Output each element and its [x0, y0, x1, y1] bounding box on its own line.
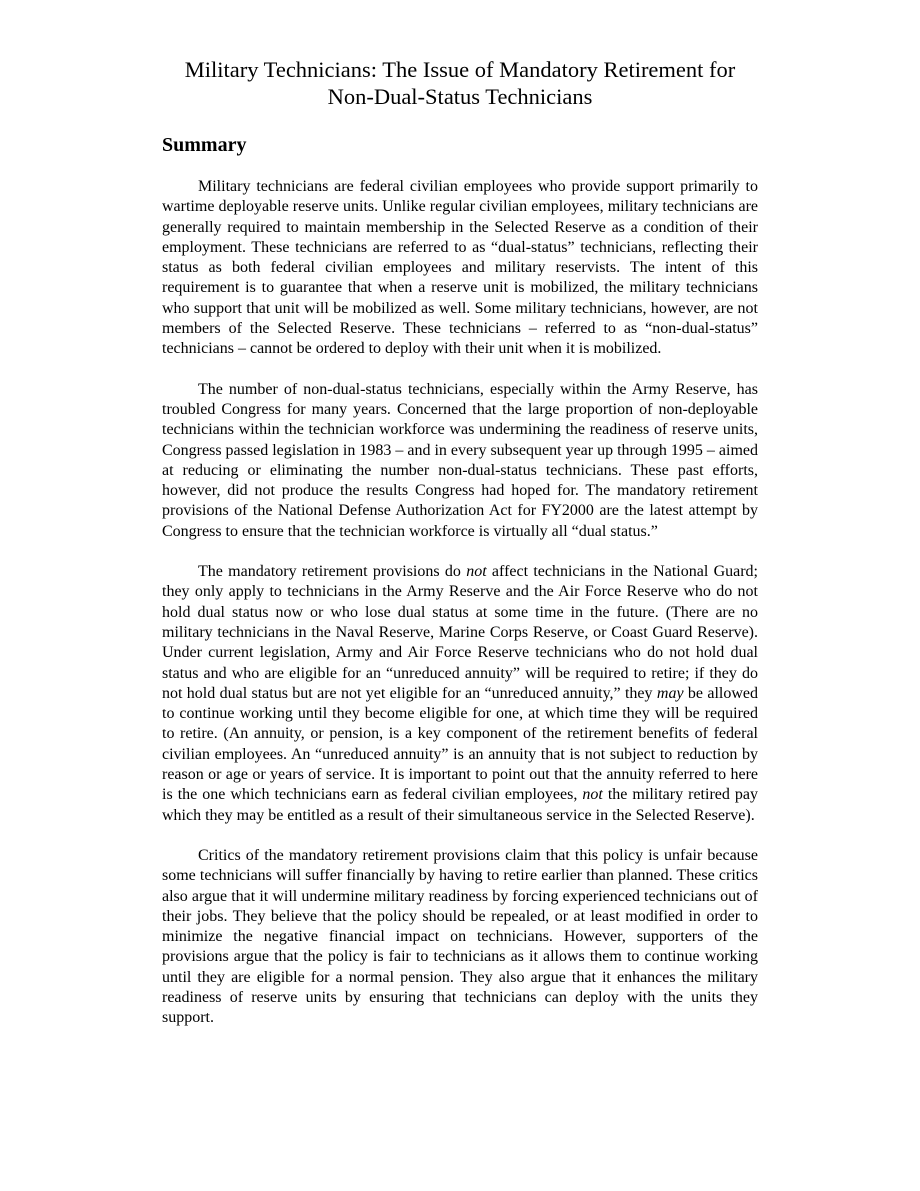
document-page [162, 56, 758, 1029]
paragraph-3-seg-4: the military retired pay which they may be entitled as a result of their simultaneous service in the Selected Reserve). [162, 786, 759, 824]
paragraph-3-emphasis-1: not [466, 563, 487, 581]
paragraph-3-seg-1: The mandatory retirement provisions do [198, 563, 467, 581]
paragraph-3-emphasis-3: not [582, 786, 603, 804]
paragraph-1: Military technicians are federal civilian employees who provide support primarily to wartime deployable reserve units. Unlike regular civilian employees, military technicians are generally required to maintain membership in the Selected Reserve as a condition of their employment. These technicians are referred to as “dual-status” technicians, reflecting their status as both federal civilian employees and military reservists. The intent of this requirement is to guarantee that when a reserve unit is mobilized, the military technicians who support that unit will be mobilized as well. Some military technicians, however, are not members of the Selected Reserve. These technicians – referred to as “non-dual-status” technicians – cannot be ordered to deploy with their unit when it is mobilized. [162, 178, 758, 358]
paragraph-3-seg-3: be allowed to continue working until they become eligible for one, at which time they will be required to retire. (An annuity, or pension, is a key component of the retirement benefits of federal civilian employees. An “unreduced annuity” is an annuity that is not subject to reduction by reason or age or years of service. It is important to point out that the annuity referred to here is the one which technicians earn as federal civilian employees, [162, 684, 759, 804]
paragraph-3-emphasis-2: may [656, 684, 684, 702]
paragraph-4: Critics of the mandatory retirement provisions claim that this policy is unfair because some technicians will suffer financially by having to retire earlier than planned. These critics also argue that it will undermine military readiness by forcing experienced technicians out of their jobs. They believe that the policy should be repealed, or at least modified in order to minimize the negative financial impact on technicians. However, supporters of the provisions argue that the policy is fair to technicians as it allows them to continue working until they are eligible for a normal pension. They also argue that it enhances the military readiness of reserve units by ensuring that technicians can deploy with the units they support. [162, 846, 758, 1027]
paragraph-3 [162, 562, 758, 826]
title-line-1: Military Technicians: The Issue of Mandatory Retirement for [184, 57, 736, 82]
title-line-2: Non-Dual-Status Technicians [327, 84, 593, 109]
document-title [162, 56, 758, 110]
summary-heading: Summary [162, 134, 247, 156]
paragraph-2: The number of non-dual-status technicians, especially within the Army Reserve, has troubled Congress for many years. Concerned that the large proportion of non-deployable technicians within the technician workforce was undermining the readiness of reserve units, Congress passed legislation in 1983 – and in every subsequent year up through 1995 – aimed at reducing or eliminating the number non-dual-status technicians. These past efforts, however, did not produce the results Congress had hoped for. The mandatory retirement provisions of the National Defense Authorization Act for FY2000 are the latest attempt by Congress to ensure that the technician workforce is virtually all “dual status.” [162, 380, 758, 540]
paragraph-3-seg-2: affect technicians in the National Guard; they only apply to technicians in the Army Reserve and the Air Force Reserve who do not hold dual status now or who lose dual status at some time in the future. (There are no military technicians in the Naval Reserve, Marine Corps Reserve, or Coast Guard Reserve). Under current legislation, Army and Air Force Reserve technicians who do not hold dual status and who are eligible for an “unreduced annuity” will be required to retire; if they do not hold dual status but are not yet eligible for an “unreduced annuity,” they [162, 563, 758, 702]
